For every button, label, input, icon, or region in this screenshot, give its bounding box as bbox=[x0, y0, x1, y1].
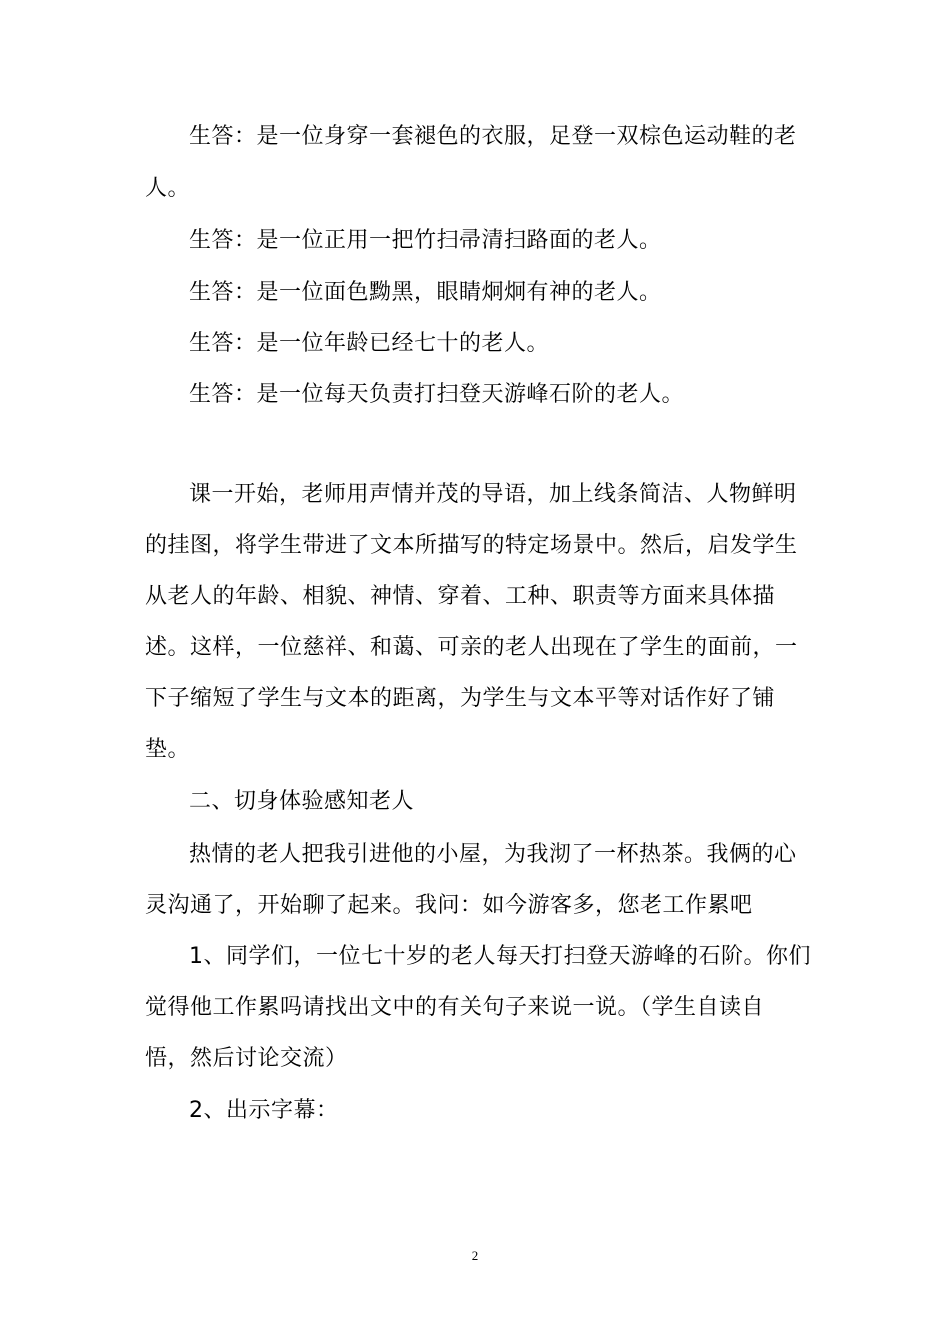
intro-line: 灵沟通了，开始聊了起来。我问：如今游客多，您老工作累吧 bbox=[145, 893, 753, 918]
answer-line: 生答：是一位面色黝黑，眼睛炯炯有神的老人。 bbox=[189, 280, 662, 305]
answer-line: 生答：是一位身穿一套褪色的衣服，足登一双棕色运动鞋的老 bbox=[189, 124, 797, 149]
commentary-line: 从老人的年龄、相貌、神情、穿着、工种、职责等方面来具体描 bbox=[145, 584, 776, 609]
commentary-line: 述。这样，一位慈祥、和蔼、可亲的老人出现在了学生的面前，一 bbox=[145, 635, 798, 660]
commentary-line: 课一开始，老师用声情并茂的导语，加上线条简洁、人物鲜明 bbox=[189, 482, 797, 507]
item1-line: 悟，然后讨论交流） bbox=[145, 1046, 348, 1071]
section-heading: 二、切身体验感知老人 bbox=[189, 789, 415, 814]
item1-line: 1、同学们，一位七十岁的老人每天打扫登天游峰的石阶。你们 bbox=[189, 944, 811, 969]
page-number: 2 bbox=[471, 1248, 479, 1263]
commentary-line: 的挂图，将学生带进了文本所描写的特定场景中。然后，启发学生 bbox=[145, 533, 798, 558]
item1-line: 觉得他工作累吗请找出文中的有关句子来说一说。（学生自读自 bbox=[145, 995, 765, 1020]
item2-line: 2、出示字幕： bbox=[189, 1098, 339, 1123]
answer-line: 生答：是一位每天负责打扫登天游峰石阶的老人。 bbox=[189, 382, 685, 407]
answer-line: 人。 bbox=[145, 176, 191, 201]
answer-line: 生答：是一位正用一把竹扫帚清扫路面的老人。 bbox=[189, 228, 662, 253]
commentary-line: 下子缩短了学生与文本的距离，为学生与文本平等对话作好了铺 bbox=[145, 686, 776, 711]
intro-line: 热情的老人把我引进他的小屋，为我沏了一杯热茶。我俩的心 bbox=[189, 842, 797, 867]
commentary-line: 垫。 bbox=[145, 737, 191, 762]
answer-line: 生答：是一位年龄已经七十的老人。 bbox=[189, 331, 550, 356]
